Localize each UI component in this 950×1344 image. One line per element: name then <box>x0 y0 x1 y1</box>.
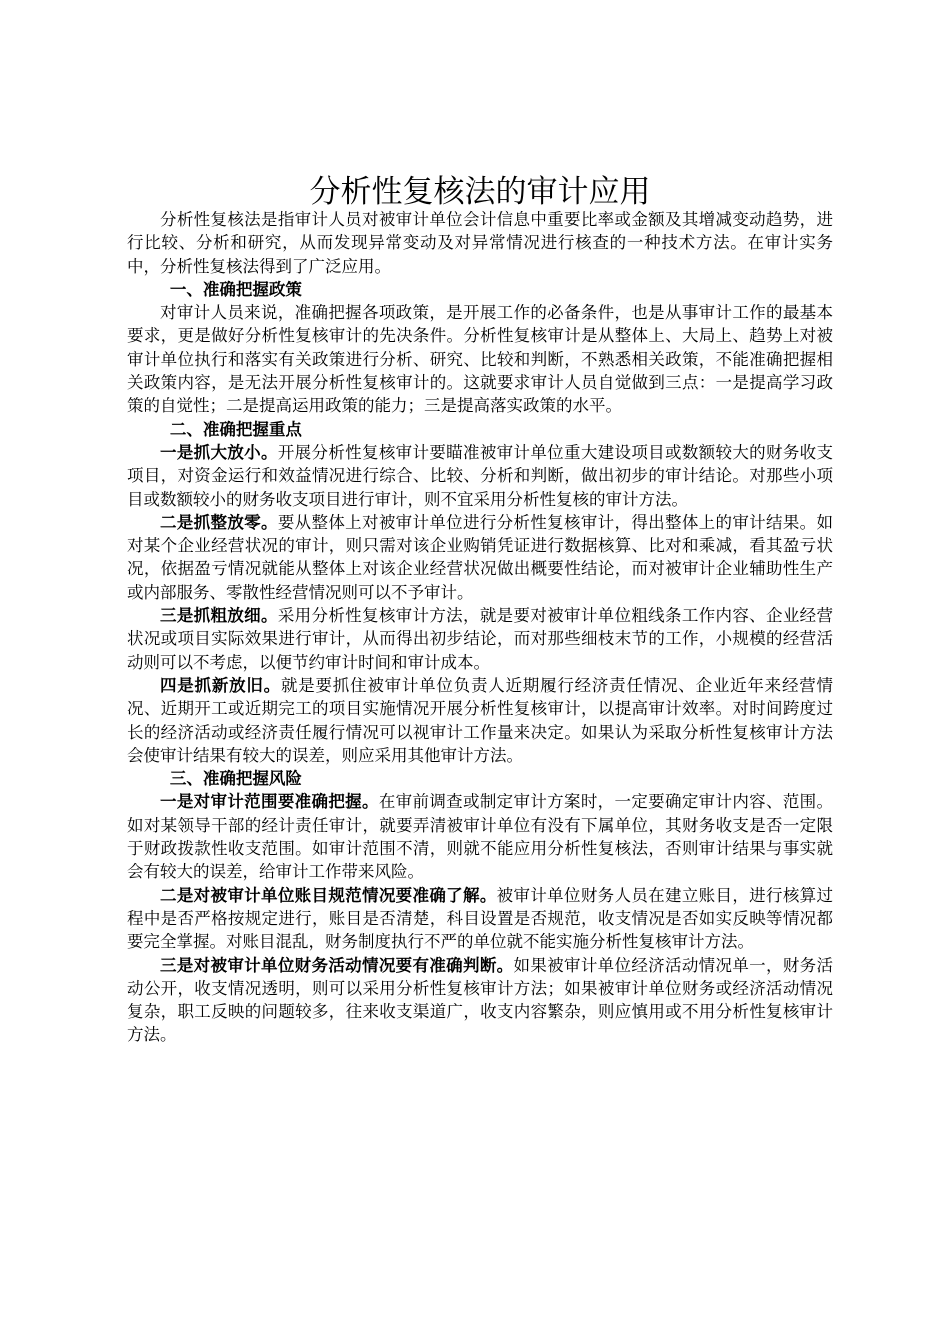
section-paragraph <box>127 511 833 604</box>
paragraph-text: 采用分析性复核审计方法，就是要对被审计单位粗线条工作内容、企业经营状况或项目实际效果进行审计，从而得出初步结论，而对那些细枝末节的工作，小规模的经营活动则可以不考虑，以便节约审计时间和审计成本。 <box>127 606 834 672</box>
section-paragraph <box>127 790 833 883</box>
paragraph-lead: 一是抓大放小。 <box>160 442 278 462</box>
paragraph-text: 如果被审计单位经济活动情况单一，财务活动公开，收支情况透明，则可以采用分析性复核审计方法；如果被审计单位财务或经济活动情况复杂，职工反映的问题较多，往来收支渠道广，收支内容繁杂，则应慎用或不用分析性复核审计方法。 <box>127 955 834 1045</box>
section-heading-risk: 三、准确把握风险 <box>169 769 302 789</box>
document-body <box>127 208 833 1047</box>
section-paragraph <box>127 301 833 417</box>
intro-paragraph: 分析性复核法是指审计人员对被审计单位会计信息中重要比率或金额及其增减变动趋势，进行比较、分析和研究，从而发现异常变动及对异常情况进行核查的一种技术方法。在审计实务中，分析性复核法得到了广泛应用。 <box>127 210 833 276</box>
paragraph-lead: 二是对被审计单位账目规范情况要准确了解。 <box>160 885 497 905</box>
paragraph-text: 对审计人员来说，准确把握各项政策，是开展工作的必备条件，也是从事审计工作的最基本要求，更是做好分析性复核审计的先决条件。分析性复核审计是从整体上、大局上、趋势上对被审计单位执行和落实有关政策进行分析、研究、比较和判断，不熟悉相关政策，不能准确把握相关政策内容，是无法开展分析性复核审计的。这就要求审计人员自觉做到三点：一是提高学习政策的自觉性；二是提高运用政策的能力；三是提高落实政策的水平。 <box>127 303 833 416</box>
paragraph-lead: 三是抓粗放细。 <box>160 606 278 626</box>
paragraph-text: 在审前调查或制定审计方案时，一定要确定审计内容、范围。如对某领导干部的经计责任审计，就要弄清被审计单位有没有下属单位，其财务收支是否一定限于财政拨款性收支范围。如审计范围不清，则就不能应用分析性复核法，否则审计结果与事实就会有较大的误差，给审计工作带来风险。 <box>127 792 834 882</box>
paragraph-text: 就是要抓住被审计单位负责人近期履行经济责任情况、企业近年来经营情况、近期开工或近期完工的项目实施情况开展分析性复核审计，以提高审计效率。对时间跨度过长的经济活动或经济责任履行情况可以视审计工作量来决定。如果认为采取分析性复核审计方法会使审计结果有较大的误差，则应采用其他审计方法。 <box>127 675 834 765</box>
section-heading-focus: 二、准确把握重点 <box>169 419 302 439</box>
document-title: 分析性复核法的审计应用 <box>309 174 651 210</box>
paragraph-lead: 二是抓整放零。 <box>160 512 278 532</box>
section-paragraph <box>127 674 833 767</box>
paragraph-lead: 三是对被审计单位财务活动情况要有准确判断。 <box>160 955 514 975</box>
paragraph-lead: 一是对审计范围要准确把握。 <box>160 792 379 812</box>
paragraph-text: 开展分析性复核审计要瞄准被审计单位重大建设项目或数额较大的财务收支项目，对资金运行和效益情况进行综合、比较、分析和判断，做出初步的审计结论。对那些小项目或数额较小的财务收支项目进行审计，则不宜采用分析性复核的审计方法。 <box>127 442 834 509</box>
paragraph-lead: 四是抓新放旧。 <box>160 675 281 695</box>
paragraph-text: 被审计单位财务人员在建立账目，进行核算过程中是否严格按规定进行，账目是否清楚，科目设置是否规范，收支情况是否如实反映等情况都要完全掌握。对账目混乱，财务制度执行不严的单位就不能实施分析性复核审计方法。 <box>127 885 834 952</box>
section-heading-policy: 一、准确把握政策 <box>169 279 302 299</box>
section-paragraph <box>127 954 833 1047</box>
section-paragraph <box>127 604 833 674</box>
paragraph-text: 要从整体上对被审计单位进行分析性复核审计，得出整体上的审计结果。如对某个企业经营状况的审计，则只需对该企业购销凭证进行数据核算、比对和乘减，看其盈亏状况，依据盈亏情况就能从整体上对该企业经营状况做出概要性结论，而对被审计企业辅助性生产或内部服务、零散性经营情况则可以不予审计。 <box>127 512 834 602</box>
section-paragraph <box>127 884 833 954</box>
section-paragraph <box>127 441 833 511</box>
